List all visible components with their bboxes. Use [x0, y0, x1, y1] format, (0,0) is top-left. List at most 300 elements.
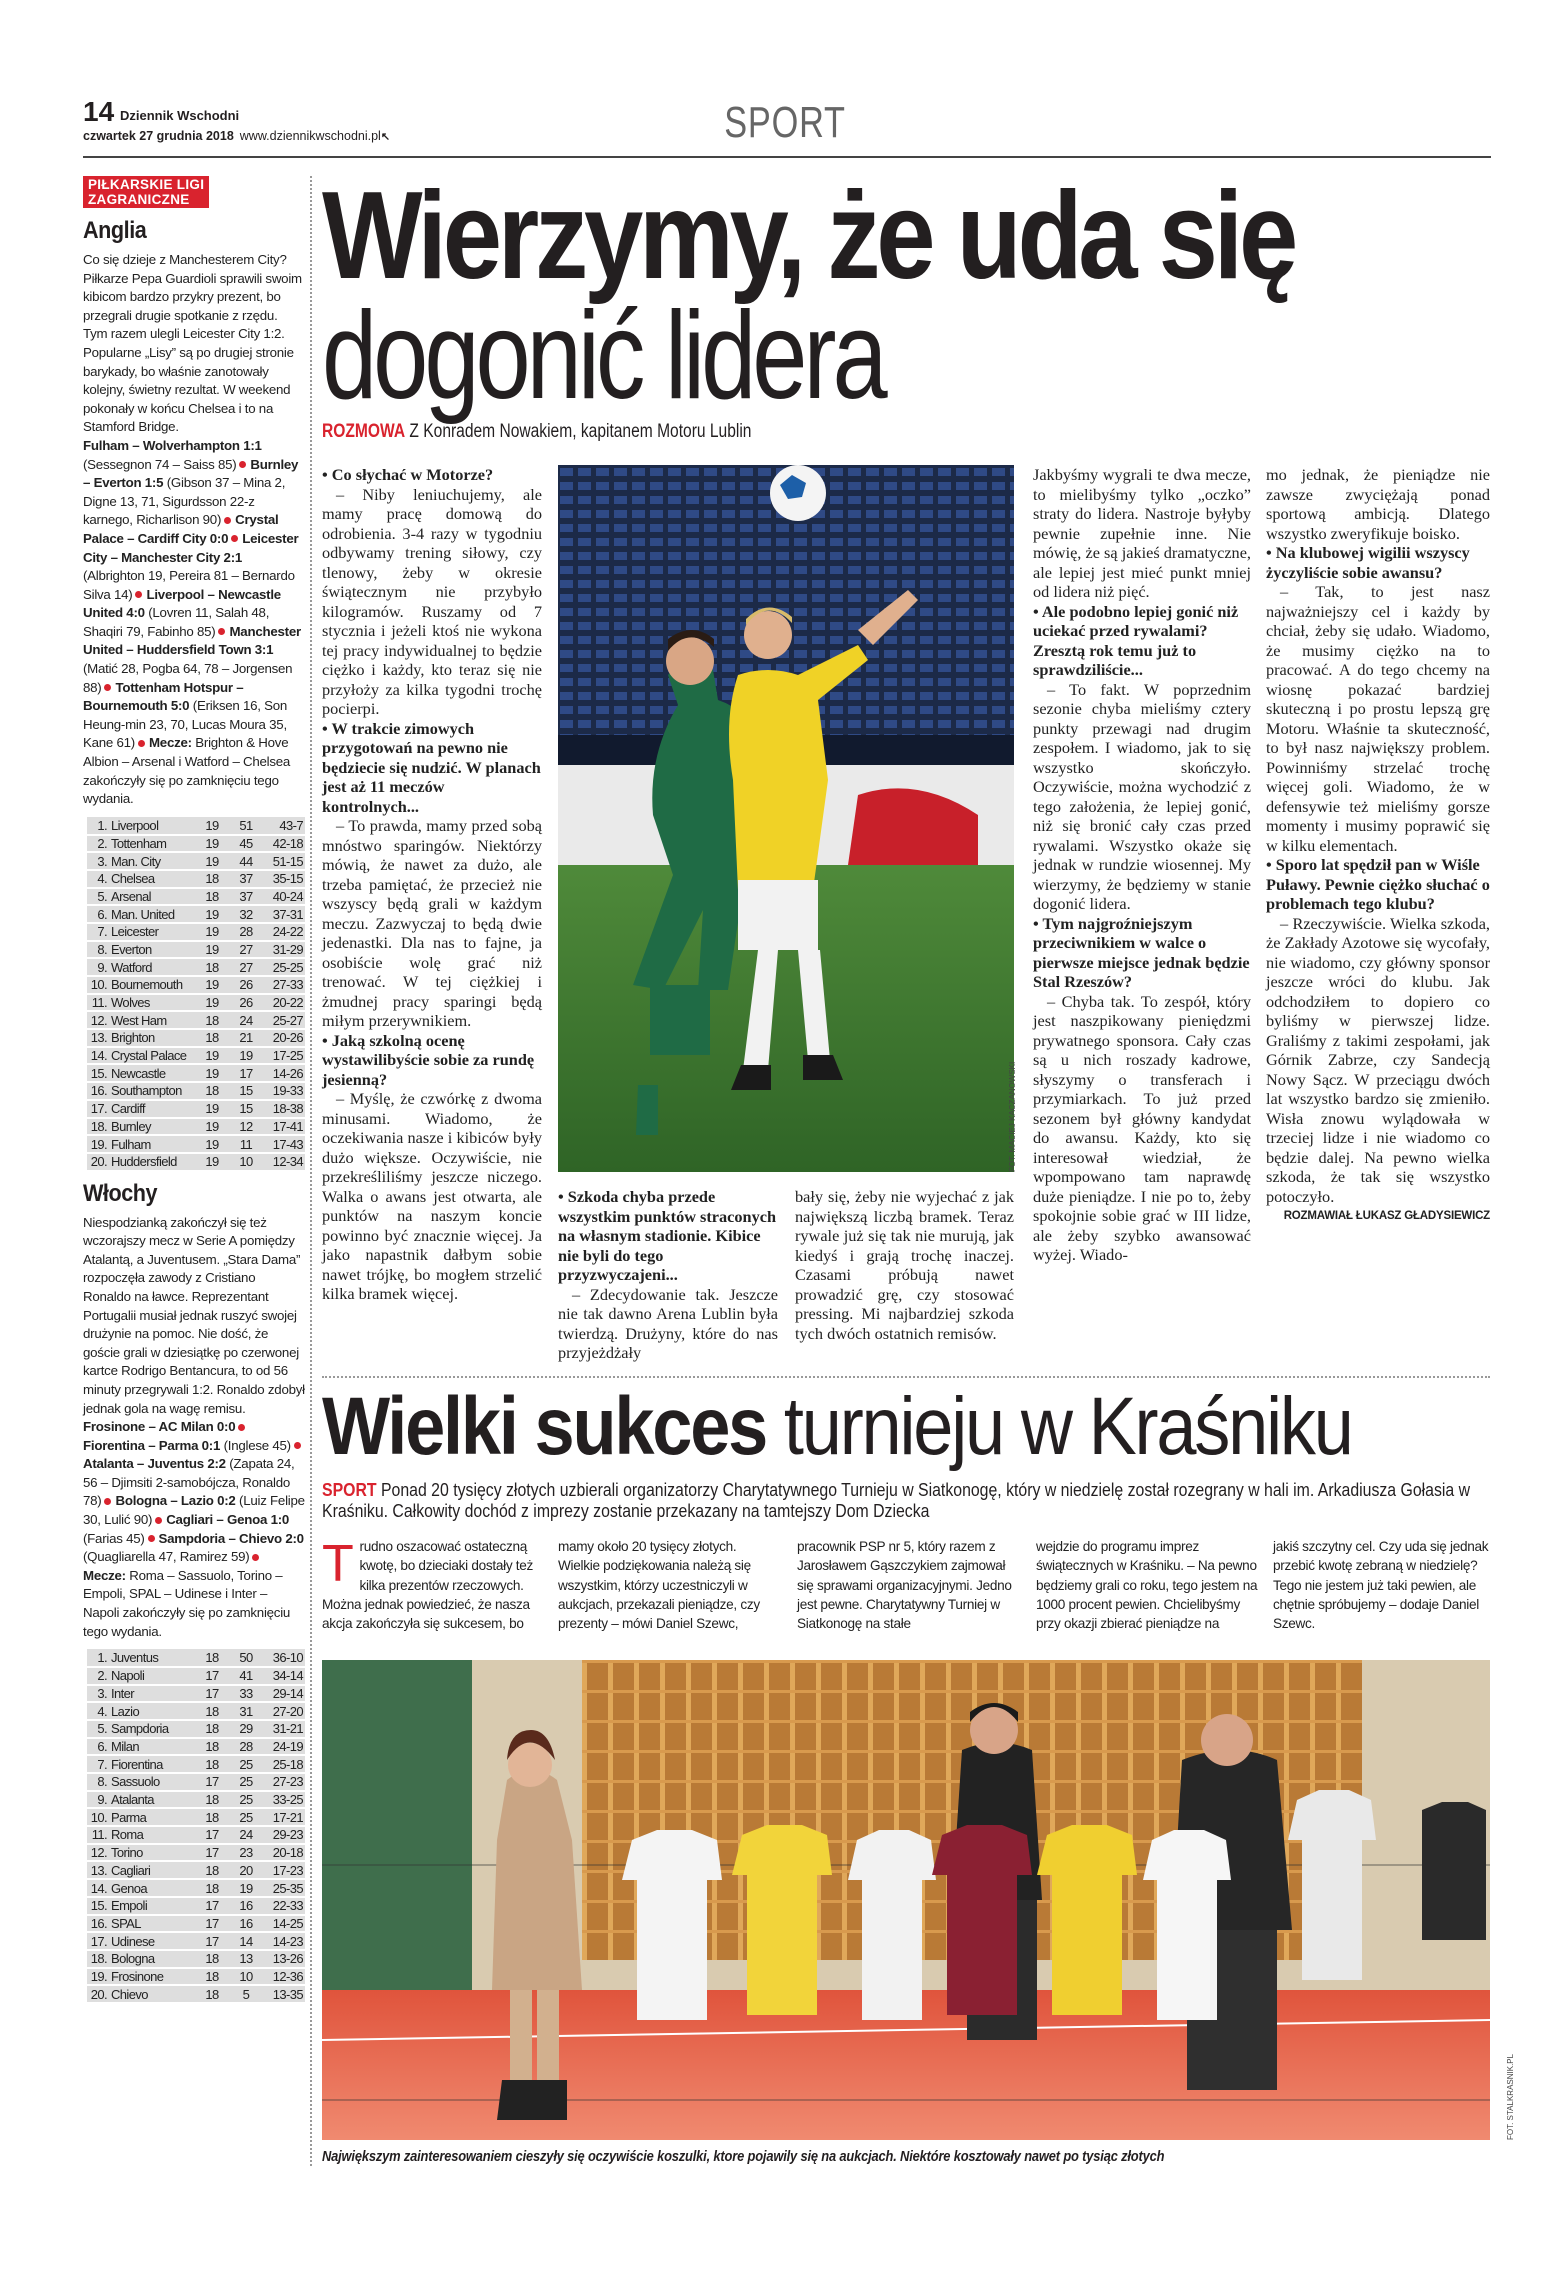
match-scorers: (Farias 45): [83, 1530, 145, 1546]
table-cell-points: 29: [229, 1720, 263, 1738]
league-intro: Co się dzieje z Manchesterem City? Piłkarze Pepa Guardioli sprawili swoim kibicom bardzo przykry prezent, bo przegrali drugie spotkanie z rzędu. Tym razem ulegli Leicester City 1:2. Popularne „Lisy” są po drugiej stronie barykady, bo właśnie zanotowały kolejny, świetny rezultat. W weekend pokonały w końcu Chelsea i to na Stamford Bridge.: [83, 252, 302, 435]
table-cell-points: 10: [229, 1153, 263, 1171]
table-cell-position: 5.: [87, 888, 109, 906]
headline-rest: turnieju w Kraśniku: [766, 1381, 1352, 1472]
table-cell-points: 16: [229, 1915, 263, 1933]
table-cell-goals: 40-24: [263, 888, 305, 906]
table-cell-matches: 18: [195, 1985, 229, 2003]
table-cell-team: Liverpool: [109, 817, 195, 835]
table-row: [87, 835, 305, 853]
table-cell-points: 16: [229, 1897, 263, 1915]
match-scorers: (Quagliarella 47, Ramirez 59): [83, 1549, 250, 1565]
table-cell-goals: 14-25: [263, 1915, 305, 1933]
table-cell-team: Leicester: [109, 923, 195, 941]
table-cell-team: Man. City: [109, 852, 195, 870]
interview-column: [1266, 465, 1490, 1224]
drop-cap: T: [322, 1535, 354, 1593]
match-scorers: (Inglese 45): [223, 1437, 291, 1453]
table-row: [87, 1950, 305, 1968]
table-cell-matches: 18: [195, 1082, 229, 1100]
table-cell-team: SPAL: [109, 1915, 195, 1933]
table-cell-points: 24: [229, 1826, 263, 1844]
interview-question: • Jaką szkolną ocenę wystawilibyście sobie za rundę jesienną?: [322, 1030, 535, 1089]
interview-question: • Co słychać w Motorze?: [322, 465, 494, 484]
tournament-lead: [322, 1480, 1492, 1522]
table-cell-points: 28: [229, 923, 263, 941]
table-cell-goals: 14-26: [263, 1064, 305, 1082]
table-cell-team: Bournemouth: [109, 976, 195, 994]
football-photo: [558, 465, 1014, 1172]
interview-answer: – Myślę, że czwórkę z dwoma minusami. Wiadomo, że oczekiwania nasze i kibiców były dużo większe. Oczywiście, nie przekreśliliśmy jeszcze niczego. Walka o awans jest otwarta, ale punktów na naszym koncie powinno być znacznie więcej. Ja jako napastnik dałbym sobie nawet trójkę, bo mogłem strzelić kilka bramek więcej.: [322, 1089, 542, 1303]
table-cell-points: 44: [229, 852, 263, 870]
table-cell-matches: 18: [195, 870, 229, 888]
table-cell-matches: 18: [195, 1702, 229, 1720]
table-row: [87, 1118, 305, 1136]
table-cell-points: 15: [229, 1082, 263, 1100]
table-row: [87, 1082, 305, 1100]
fixtures-label: Mecze:: [83, 1567, 126, 1583]
table-cell-position: 19.: [87, 1968, 109, 1986]
interview-question: • Szkoda chyba przede wszystkim punktów straconych na własnym stadionie. Kibice nie byli do tego przyzwyczajeni...: [558, 1187, 777, 1284]
tournament-photo: [322, 1660, 1490, 2140]
table-cell-position: 20.: [87, 1153, 109, 1171]
table-cell-goals: 29-14: [263, 1685, 305, 1703]
table-cell-position: 7.: [87, 923, 109, 941]
column-divider: [310, 176, 312, 2166]
table-cell-position: 17.: [87, 1932, 109, 1950]
table-cell-matches: 18: [195, 1029, 229, 1047]
table-cell-position: 4.: [87, 870, 109, 888]
table-cell-goals: 17-41: [263, 1118, 305, 1136]
league-results: [83, 1418, 305, 1641]
table-cell-matches: 18: [195, 1720, 229, 1738]
cursor-icon: ↖: [380, 131, 391, 143]
table-row: [87, 1667, 305, 1685]
table-cell-goals: 24-22: [263, 923, 305, 941]
table-cell-points: 19: [229, 1879, 263, 1897]
table-cell-goals: 43-7: [263, 817, 305, 835]
headline-bold: Wielki sukces: [322, 1381, 767, 1472]
interview-answer: – Tak, to jest nasz najważniejszy cel i każdy by chciał, żeby się udało. Wiadomo, że musimy ciężko na to pracować. A do tego chcemy na wiosnę pokazać bardziej skuteczną i po prostu lepszą grę Motoru. Właśnie ta skuteczność, to był nasz największy problem. Powinniśmy strzelać trochę więcej goli. Wiadomo, że w defensywie też mieliśmy gorsze momenty i musimy poprawić się w kilku elementach.: [1266, 582, 1490, 855]
table-row: [87, 923, 305, 941]
table-cell-position: 19.: [87, 1135, 109, 1153]
table-row: [87, 870, 305, 888]
table-cell-goals: 31-21: [263, 1720, 305, 1738]
match-result: Fulham – Wolverhampton 1:1: [83, 437, 262, 453]
column-text: pracownik PSP nr 5, który razem z Jarosławem Gąszczykiem zajmował się sprawami organizacyjnymi. Jedno jest pewne. Charytatywny Turniej w Siatkonogę na stałe: [797, 1539, 1012, 1632]
tournament-column: [558, 1537, 780, 1633]
issue-date-line: [83, 128, 390, 145]
table-row: [87, 958, 305, 976]
table-cell-goals: 20-22: [263, 994, 305, 1012]
section-title: SPORT: [724, 98, 846, 147]
table-cell-team: Fiorentina: [109, 1755, 195, 1773]
photo-credit: FOT. MACIEJ KACZANOWSKI: [1008, 1061, 1017, 1172]
table-cell-goals: 20-26: [263, 1029, 305, 1047]
table-cell-points: 25: [229, 1791, 263, 1809]
table-cell-goals: 12-34: [263, 1153, 305, 1171]
table-cell-goals: 19-33: [263, 1082, 305, 1100]
table-cell-position: 8.: [87, 941, 109, 959]
kicker: ROZMOWA: [322, 421, 406, 442]
table-cell-goals: 27-23: [263, 1773, 305, 1791]
table-row: [87, 1968, 305, 1986]
table-row: [87, 1649, 305, 1667]
column-text: jakiś szczytny cel. Czy uda się jednak przebić kwotę zebraną w niedzielę? Tego nie jestem już taki pewien, ale chętnie spróbujemy – dodaje Daniel Szewc.: [1273, 1539, 1489, 1632]
table-cell-points: 12: [229, 1118, 263, 1136]
match-result: Tottenham Hotspur – Bournemouth 5:0: [83, 679, 244, 714]
headline-line-2: dogonić lidera: [322, 287, 884, 425]
table-cell-team: Huddersfield: [109, 1153, 195, 1171]
table-cell-goals: 17-25: [263, 1047, 305, 1065]
table-row: [87, 817, 305, 835]
table-cell-points: 10: [229, 1968, 263, 1986]
table-cell-matches: 18: [195, 1649, 229, 1667]
table-cell-team: Empoli: [109, 1897, 195, 1915]
interview-answer: – Chyba tak. To zespół, który jest naszpikowany pieniędzmi prywatnego sponsora. Cały czas są u nich roszady kadrowe, słyszymy o transferach i przymiarkach. To już przed sezonem był główny kandydat do awansu. Każdy, kto się interesował wiedział, że wpompowano tam naprawdę duże pieniądze. I nie po to, żeby spokojnie sobie grać w III lidze, ale żeby szybko awansować wyżej. Wiado-: [1033, 991, 1251, 1264]
table-cell-goals: 31-29: [263, 941, 305, 959]
match-scorers: (Lovren 11, Salah 48, Shaqiri 79, Fabinho 85): [83, 605, 270, 639]
table-cell-matches: 19: [195, 976, 229, 994]
table-cell-team: Milan: [109, 1738, 195, 1756]
league-results: [83, 437, 305, 809]
table-cell-points: 25: [229, 1755, 263, 1773]
table-cell-points: 37: [229, 888, 263, 906]
table-row: [87, 888, 305, 906]
table-row: [87, 1100, 305, 1118]
red-dot-icon: [138, 740, 145, 747]
table-cell-matches: 18: [195, 1968, 229, 1986]
column-text: rudno oszacować ostateczną kwotę, bo dzieciaki dostały też kilka prezentów rzeczowych. Można jednak powiedzieć, że nasza akcja zakończyła się sukcesem, bo: [322, 1539, 534, 1632]
table-cell-matches: 17: [195, 1844, 229, 1862]
table-cell-matches: 19: [195, 835, 229, 853]
table-row: [87, 976, 305, 994]
table-cell-matches: 17: [195, 1915, 229, 1933]
page-number: 14: [83, 96, 115, 127]
table-cell-matches: 18: [195, 1950, 229, 1968]
table-cell-team: Sassuolo: [109, 1773, 195, 1791]
table-cell-goals: 29-23: [263, 1826, 305, 1844]
table-cell-goals: 36-10: [263, 1649, 305, 1667]
table-row: [87, 1153, 305, 1171]
website-link[interactable]: www.dziennikwschodni.pl: [239, 129, 381, 143]
kicker: SPORT: [322, 1480, 377, 1500]
table-cell-points: 23: [229, 1844, 263, 1862]
interview-answer: – Rzeczywiście. Wielka szkoda, że Zakłady Azotowe się wycofały, nie wiadomo, czy główny sponsor jeszcze wróci do klubu. Jak odchodziłem to dopiero co byliśmy w pierwszej lidze. Graliśmy z takimi zespołami, jak Górnik Zabrze, czy Sandecją Nowy Sącz. W przeciągu dwóch lat wszystko bardzo się zmieniło. Wisła znowu wylądowała w trzeciej lidze i nie wiadomo co będzie dalej. Na pewno wielka szkoda, że tak się wszystko potoczyło.: [1266, 913, 1490, 1206]
table-cell-matches: 19: [195, 941, 229, 959]
table-cell-matches: 19: [195, 817, 229, 835]
red-dot-icon: [148, 1535, 155, 1542]
table-cell-position: 9.: [87, 958, 109, 976]
table-cell-position: 7.: [87, 1755, 109, 1773]
table-cell-team: Watford: [109, 958, 195, 976]
table-cell-position: 15.: [87, 1897, 109, 1915]
table-row: [87, 1047, 305, 1065]
interview-question: • Ale podobno lepiej gonić niż uciekać przed rywalami? Zresztą rok temu już to sprawdziliście...: [1033, 601, 1239, 679]
table-cell-points: 25: [229, 1808, 263, 1826]
table-cell-points: 33: [229, 1685, 263, 1703]
table-cell-position: 6.: [87, 905, 109, 923]
interview-answer: Jakbyśmy wygrali te dwa mecze, to mielibyśmy tylko „oczko” straty do lidera. Nastroje byłyby pewnie zupełnie inne. Nie mówię, że są jakieś dramatyczne, ale lepiej jest mieć punkt mniej od lidera niż pięć.: [1033, 465, 1251, 601]
players-heading-ball-image: [558, 465, 1014, 1172]
match-result: Frosinone – AC Milan 0:0: [83, 1419, 236, 1435]
table-cell-team: Fulham: [109, 1135, 195, 1153]
table-cell-team: Cardiff: [109, 1100, 195, 1118]
table-cell-position: 14.: [87, 1047, 109, 1065]
table-cell-points: 25: [229, 1773, 263, 1791]
league-list: [83, 217, 305, 2004]
interview-author: ROZMAWIAŁ ŁUKASZ GŁADYSIEWICZ: [1283, 1210, 1490, 1222]
table-cell-position: 18.: [87, 1118, 109, 1136]
table-row: [87, 1985, 305, 2003]
table-cell-team: Atalanta: [109, 1791, 195, 1809]
table-row: [87, 1685, 305, 1703]
table-cell-goals: 25-35: [263, 1879, 305, 1897]
league-table: [87, 817, 305, 1172]
tournament-headline: [322, 1382, 1352, 1472]
table-cell-points: 5: [229, 1985, 263, 2003]
table-cell-matches: 19: [195, 905, 229, 923]
issue-date: czwartek 27 grudnia 2018: [83, 129, 234, 143]
match-scorers: (Luiz Felipe 30, Lulić 90): [83, 1493, 305, 1528]
table-cell-team: Southampton: [109, 1082, 195, 1100]
table-cell-team: Everton: [109, 941, 195, 959]
interview-question: • Na klubowej wigilii wszyscy życzyliście sobie awansu?: [1266, 543, 1470, 582]
table-cell-goals: 17-23: [263, 1861, 305, 1879]
table-cell-position: 4.: [87, 1702, 109, 1720]
match-result: Atalanta – Juventus 2:2: [83, 1456, 226, 1472]
interview-subtitle: [322, 420, 751, 444]
table-cell-position: 16.: [87, 1082, 109, 1100]
table-cell-team: Chievo: [109, 1985, 195, 2003]
table-cell-matches: 18: [195, 1011, 229, 1029]
table-cell-position: 2.: [87, 835, 109, 853]
table-cell-position: 9.: [87, 1791, 109, 1809]
match-scorers: (Albrighton 19, Pereira 81 – Bernardo Silva 14): [83, 568, 295, 602]
match-scorers: (Matić 28, Pogba 64, 78 – Jorgensen 88): [83, 661, 293, 695]
table-cell-points: 32: [229, 905, 263, 923]
table-cell-team: Arsenal: [109, 888, 195, 906]
table-cell-points: 24: [229, 1011, 263, 1029]
column-text: wejdzie do programu imprez świątecznych w Kraśniku. – Na pewno będziemy grali co roku, tego jestem na 1000 procent pewien. Chcielibyśmy przy okazji zbierać pieniądze na: [1036, 1539, 1258, 1632]
table-cell-goals: 25-27: [263, 1011, 305, 1029]
match-result: Cagliari – Genoa 1:0: [166, 1512, 290, 1528]
table-cell-position: 8.: [87, 1773, 109, 1791]
red-dot-icon: [294, 1442, 301, 1449]
tournament-column: [1273, 1537, 1495, 1633]
table-cell-team: Sampdoria: [109, 1720, 195, 1738]
table-row: [87, 1029, 305, 1047]
tournament-column: [322, 1537, 544, 1633]
table-cell-position: 11.: [87, 994, 109, 1012]
table-cell-position: 3.: [87, 852, 109, 870]
newspaper-name: Dziennik Wschodni: [120, 108, 240, 123]
sidebar-badge: [83, 176, 209, 208]
red-dot-icon: [155, 1517, 162, 1524]
table-row: [87, 1808, 305, 1826]
table-cell-matches: 19: [195, 852, 229, 870]
table-cell-team: Frosinone: [109, 1968, 195, 1986]
table-row: [87, 1826, 305, 1844]
table-cell-points: 31: [229, 1702, 263, 1720]
table-cell-matches: 19: [195, 1047, 229, 1065]
table-cell-goals: 13-26: [263, 1950, 305, 1968]
table-cell-position: 1.: [87, 1649, 109, 1667]
table-row: [87, 1064, 305, 1082]
table-cell-matches: 17: [195, 1897, 229, 1915]
table-cell-position: 14.: [87, 1879, 109, 1897]
table-cell-goals: 24-19: [263, 1738, 305, 1756]
table-row: [87, 1738, 305, 1756]
match-result: Leicester City – Manchester City 2:1: [83, 530, 299, 565]
interview-answer: bały się, żeby nie wyjechać z jak największą liczbą bramek. Teraz rywale już się tak nie murują, jak kiedyś i grają trochę inaczej. Czasami próbują nawet prowadzić grę, czy stosować pressing. Mi najbardziej szkoda tych dwóch ostatnich remisów.: [795, 1187, 1014, 1343]
table-cell-team: Wolves: [109, 994, 195, 1012]
table-cell-points: 37: [229, 870, 263, 888]
table-cell-matches: 18: [195, 888, 229, 906]
table-cell-position: 12.: [87, 1011, 109, 1029]
table-cell-matches: 17: [195, 1667, 229, 1685]
table-cell-team: Inter: [109, 1685, 195, 1703]
table-cell-team: Man. United: [109, 905, 195, 923]
table-cell-matches: 17: [195, 1826, 229, 1844]
foreign-leagues-sidebar: [83, 176, 305, 2004]
table-cell-matches: 19: [195, 1153, 229, 1171]
table-row: [87, 1011, 305, 1029]
table-row: [87, 1773, 305, 1791]
table-cell-matches: 18: [195, 1738, 229, 1756]
match-result: Manchester United – Huddersfield Town 3:1: [83, 623, 301, 658]
interview-column: [795, 1187, 1014, 1343]
table-cell-matches: 17: [195, 1773, 229, 1791]
table-cell-goals: 12-36: [263, 1968, 305, 1986]
match-scorers: (Gibson 37 – Mina 2, Digne 13, 71, Sigurdsson 22-z karnego, Richarlison 90): [83, 475, 286, 528]
red-dot-icon: [104, 684, 111, 691]
table-cell-matches: 18: [195, 1879, 229, 1897]
table-cell-matches: 19: [195, 1064, 229, 1082]
table-cell-matches: 19: [195, 994, 229, 1012]
table-cell-goals: 17-21: [263, 1808, 305, 1826]
table-cell-position: 6.: [87, 1738, 109, 1756]
table-cell-goals: 20-18: [263, 1844, 305, 1862]
table-cell-goals: 25-25: [263, 958, 305, 976]
table-cell-matches: 19: [195, 1135, 229, 1153]
column-text: mamy około 20 tysięcy złotych. Wielkie podziękowania należą się wszystkim, którzy uczestniczyli w aukcjach, przekazali pieniądze, czy prezenty – mówi Daniel Szewc,: [558, 1539, 760, 1632]
table-cell-points: 50: [229, 1649, 263, 1667]
table-cell-team: Parma: [109, 1808, 195, 1826]
table-cell-goals: 13-35: [263, 1985, 305, 2003]
red-dot-icon: [231, 535, 238, 542]
table-row: [87, 905, 305, 923]
league-intro: Niespodzianką zakończył się też wczorajszy mecz w Serie A pomiędzy Atalantą, a Juventusem. „Stara Dama” rozpoczęła zawody z Cristiano Ronaldo na ławce. Reprezentant Portugalii musiał jednak ruszyć swojej drużynie na pomoc. Nie dość, że goście grali w dziesiątkę po czerwonej kartce Rodrigo Bentancura, to od 56 minuty przegrywali 1:2. Ronaldo zdobył jednak gola na wagę remisu.: [83, 1214, 305, 1416]
league-table: [87, 1649, 305, 2004]
table-row: [87, 1720, 305, 1738]
match-scorers: (Zapata 24, 56 – Djimsiti 2-samobójcza, Ronaldo 78): [83, 1456, 295, 1509]
table-cell-position: 10.: [87, 1808, 109, 1826]
table-cell-position: 17.: [87, 1100, 109, 1118]
table-cell-team: Juventus: [109, 1649, 195, 1667]
table-cell-matches: 18: [195, 958, 229, 976]
table-cell-team: Brighton: [109, 1029, 195, 1047]
table-cell-points: 51: [229, 817, 263, 835]
table-row: [87, 1755, 305, 1773]
table-cell-matches: 18: [195, 1808, 229, 1826]
tournament-column: [797, 1537, 1019, 1633]
table-cell-position: 13.: [87, 1861, 109, 1879]
table-row: [87, 1791, 305, 1809]
table-cell-points: 41: [229, 1667, 263, 1685]
table-cell-points: 19: [229, 1047, 263, 1065]
badge-line: ZAGRANICZNE: [88, 192, 190, 207]
table-row: [87, 1861, 305, 1879]
red-dot-icon: [104, 1498, 111, 1505]
table-row: [87, 1932, 305, 1950]
table-cell-team: Bologna: [109, 1950, 195, 1968]
table-cell-points: 45: [229, 835, 263, 853]
table-cell-goals: 18-38: [263, 1100, 305, 1118]
table-row: [87, 941, 305, 959]
table-cell-matches: 18: [195, 1755, 229, 1773]
headline-line-1: Wierzymy, że uda się: [322, 167, 1294, 305]
table-cell-goals: 25-18: [263, 1755, 305, 1773]
match-result: Liverpool – Newcastle United 4:0: [83, 586, 281, 621]
interview-question: • Tym najgroźniejszym przeciwnikiem w walce o pierwsze miejsce jednak będzie Stal Rzeszów?: [1033, 913, 1250, 991]
table-cell-position: 12.: [87, 1844, 109, 1862]
table-cell-matches: 19: [195, 923, 229, 941]
table-cell-matches: 18: [195, 1861, 229, 1879]
fixtures-text: Brighton & Hove Albion – Arsenal i Watford – Chelsea zakończyły się po zamknięciu tego wydania.: [83, 735, 291, 807]
table-cell-position: 16.: [87, 1915, 109, 1933]
table-cell-points: 13: [229, 1950, 263, 1968]
table-cell-team: Crystal Palace: [109, 1047, 195, 1065]
fixtures-text: Roma – Sassuolo, Torino – Empoli, SPAL – Udinese i Inter – Napoli zakończyły się po zamknięciu tego wydania.: [83, 1567, 291, 1639]
table-cell-matches: 19: [195, 1118, 229, 1136]
jersey-auction-image: [322, 1660, 1490, 2140]
red-dot-icon: [135, 591, 142, 598]
table-cell-goals: 51-15: [263, 852, 305, 870]
lead-text: Ponad 20 tysięcy złotych uzbierali organizatorzy Charytatywnego Turnieju w Siatkonogę, który w niedzielę został rozegrany w hali im. Arkadiusza Gołasia w Kraśniku. Całkowity dochód z imprezy zostanie przekazany na tamtejszy Dom Dziecka: [322, 1480, 1471, 1521]
table-cell-goals: 27-33: [263, 976, 305, 994]
section-divider: [322, 1376, 1490, 1378]
match-result: Sampdoria – Chievo 2:0: [158, 1530, 304, 1546]
table-cell-goals: 37-31: [263, 905, 305, 923]
table-cell-goals: 17-43: [263, 1135, 305, 1153]
interview-answer: – Zdecydowanie tak. Jeszcze nie tak dawno Arena Lublin była twierdzą. Drużyny, które do nas przyjeżdżały: [558, 1284, 778, 1362]
interview-question: • W trakcie zimowych przygotowań na pewno nie będziecie się nudzić. W planach jest aż 11 meczów kontrolnych...: [322, 718, 541, 816]
table-cell-position: 2.: [87, 1667, 109, 1685]
table-cell-points: 20: [229, 1861, 263, 1879]
photo-credit: FOT. STALKRASNIK.PL: [1506, 2053, 1515, 2140]
match-result: Crystal Palace – Cardiff City 0:0: [83, 512, 279, 546]
table-cell-points: 11: [229, 1135, 263, 1153]
interview-question: • Sporo lat spędził pan w Wiśle Puławy. Pewnie ciężko słuchać o problemach tego klubu?: [1266, 855, 1490, 913]
table-cell-position: 1.: [87, 817, 109, 835]
interview-answer: – To prawda, mamy przed sobą mnóstwo sparingów. Niektórzy mówią, że nawet za dużo, ale trzeba pamiętać, że przecież nie wszyscy będą grali w każdym meczu. Zazwyczaj to będą dwie jedenastki. Dla nas to fajne, ja osobiście wolę grać niż trenować. W tej ciężkiej i żmudnej pracy sparingi będą miłym przerywnikiem.: [322, 816, 542, 1030]
table-row: [87, 994, 305, 1012]
table-cell-matches: 17: [195, 1685, 229, 1703]
table-row: [87, 852, 305, 870]
table-cell-matches: 17: [195, 1932, 229, 1950]
table-cell-position: 20.: [87, 1985, 109, 2003]
interview-answer: – To fakt. W poprzednim sezonie chyba mieliśmy cztery punkty przewagi nad drugim zespołem. I wiadomo, jak to się wszystko skończyło. Oczywiście, można wychodzić z tego założenia, że lepiej gonić, niż się bronić cały czas przed rywalami. Wszystko okaże się jednak w rundzie wiosennej. My wierzymy, że będziemy w stanie dogonić lidera.: [1033, 679, 1251, 913]
table-cell-team: Newcastle: [109, 1064, 195, 1082]
header-rule: [83, 156, 1491, 158]
table-cell-team: Cagliari: [109, 1861, 195, 1879]
table-row: [87, 1879, 305, 1897]
interview-column: [322, 465, 542, 1304]
table-cell-team: Burnley: [109, 1118, 195, 1136]
interview-answer: mo jednak, że pieniądze nie zawsze zwyciężają ponad sportową ambicją. Dlatego wszystko zweryfikuje boisko.: [1266, 465, 1490, 543]
table-cell-goals: 34-14: [263, 1667, 305, 1685]
